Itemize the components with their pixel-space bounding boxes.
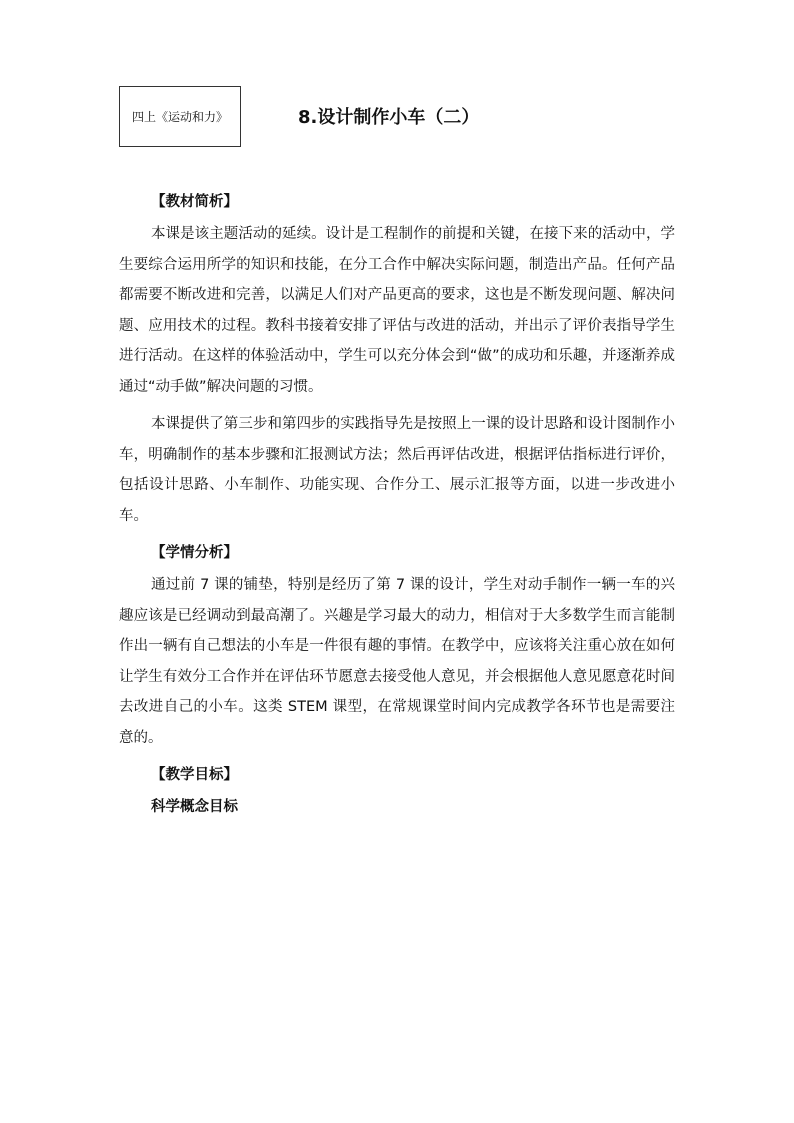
section-heading-student-analysis: 【学情分析】 bbox=[151, 545, 238, 561]
paragraph: 本课提供了第三步和第四步的实践指导先是按照上一课的设计思路和设计图制作小车，明确制作的基本步骤和汇报测试方法；然后再评估改进，根据评估指标进行评价，包括设计思路、小车制作、功能实现、合作分工、展示汇报等方面，以进一步改进小车。 bbox=[119, 416, 675, 524]
unit-label: 四上《运动和力》 bbox=[131, 110, 228, 124]
section-heading-teaching-goals: 【教学目标】 bbox=[151, 767, 238, 783]
document-title: 8.设计制作小车（二） bbox=[298, 107, 480, 128]
document-body bbox=[119, 187, 675, 822]
paragraph: 本课是该主题活动的延续。设计是工程制作的前提和关键，在接下来的活动中，学生要综合运用所学的知识和技能，在分工合作中解决实际问题，制造出产品。任何产品都需要不断改进和完善，以满足人们对产品更高的要求，这也是不断发现问题、解决问题、应用技术的过程。教科书接着安排了评估与改进的活动，并出示了评价表指导学生进行活动。在这样的体验活动中，学生可以充分体会到“做”的成功和乐趣，并逐渐养成通过“动手做”解决问题的习惯。 bbox=[119, 226, 675, 395]
unit-label-box bbox=[119, 86, 241, 147]
subheading-science-concept-goals: 科学概念目标 bbox=[151, 799, 238, 815]
paragraph: 通过前 7 课的铺垫，特别是经历了第 7 课的设计，学生对动手制作一辆一车的兴趣应该是已经调动到最高潮了。兴趣是学习最大的动力，相信对于大多数学生而言能制作出一辆有自己想法的小车是一件很有趣的事情。在教学中，应该将关注重心放在如何让学生有效分工合作并在评估环节愿意去接受他人意见，并会根据他人意见愿意花时间去改进自己的小车。这类 STEM 课型，在常规课堂时间内完成教学各环节也是需要注意的。 bbox=[119, 577, 675, 746]
section-heading-textbook-analysis: 【教材简析】 bbox=[151, 194, 238, 210]
